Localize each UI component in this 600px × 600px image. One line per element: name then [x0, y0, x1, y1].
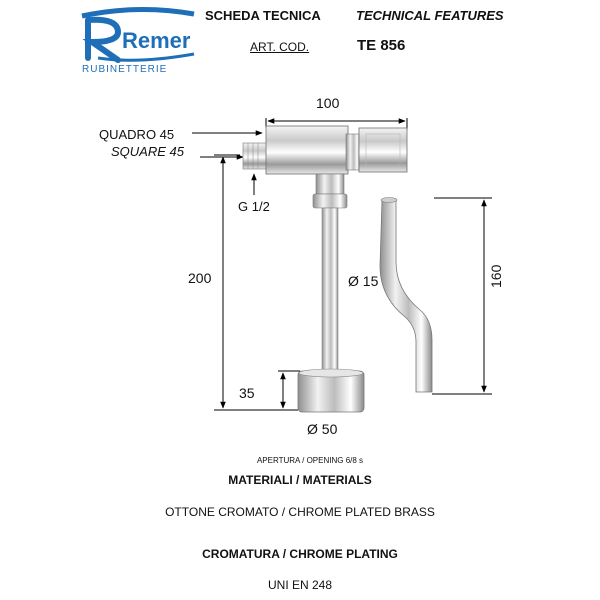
technical-features-title: TECHNICAL FEATURES: [356, 8, 504, 23]
thread-stub: [243, 143, 267, 169]
dimension-base-diameter: Ø 50: [307, 421, 338, 437]
vertical-pipe: [322, 208, 338, 372]
dimension-pipe-diameter: Ø 15: [348, 273, 379, 289]
plating-title: CROMATURA / CHROME PLATING: [202, 547, 398, 561]
dimension-height: 200: [188, 270, 212, 286]
opening-time: APERTURA / OPENING 6/8 s: [256, 456, 364, 465]
art-cod-value: TE 856: [357, 37, 406, 54]
bent-pipe: [380, 200, 432, 392]
square-label: SQUARE 45: [111, 144, 184, 159]
plating-value: UNI EN 248: [267, 578, 333, 592]
dimension-pipe-length: 160: [488, 264, 504, 288]
dimension-base-height: 35: [239, 385, 255, 401]
quadro-label: QUADRO 45: [99, 127, 175, 142]
valve-body: [266, 126, 348, 174]
logo-brand-text: Remer: [122, 28, 191, 53]
scheda-tecnica-title: SCHEDA TECNICA: [205, 8, 321, 23]
valve-collar: [346, 134, 360, 170]
dimension-width: 100: [316, 95, 340, 111]
logo-subtitle: RUBINETTERIE: [82, 64, 168, 75]
materials-value: OTTONE CROMATO / CHROME PLATED BRASS: [165, 505, 435, 519]
art-cod-label: ART. COD.: [250, 40, 310, 54]
materials-title: MATERIALI / MATERIALS: [228, 473, 372, 487]
thread-label: G 1/2: [238, 199, 270, 214]
outlet-nut: [316, 174, 344, 194]
